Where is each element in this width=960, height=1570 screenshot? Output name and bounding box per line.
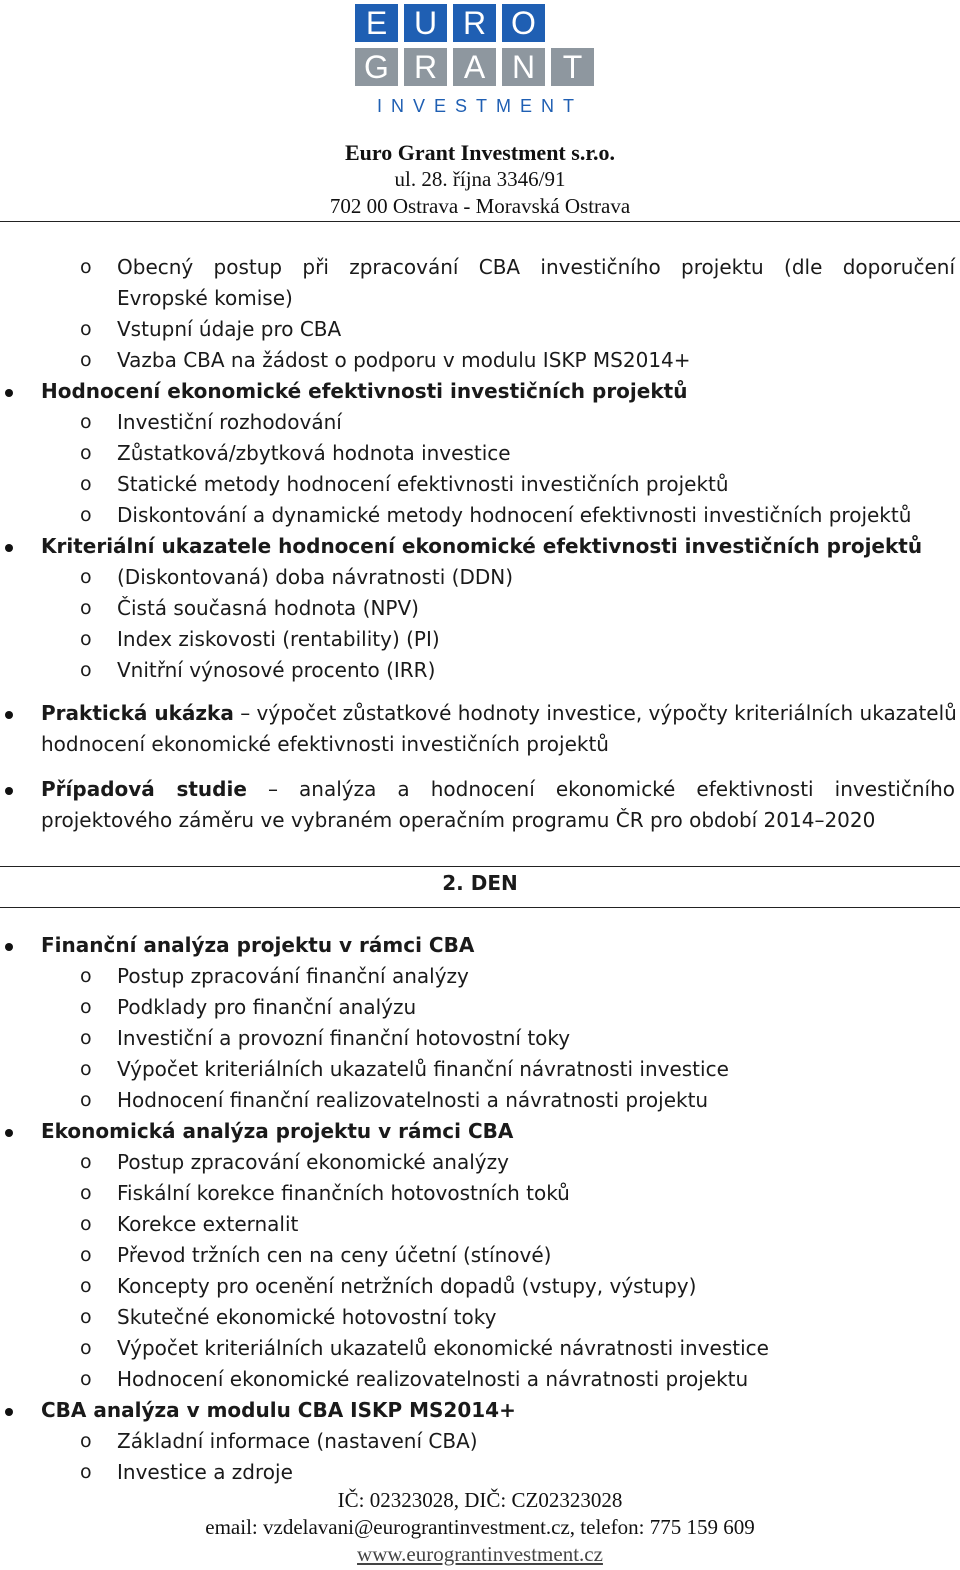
sub-bullet-marker: o: [80, 566, 92, 588]
practical-text: výpočet zůstatkové hodnoty investice, výpočty kriteriálních ukazatelů: [256, 701, 957, 725]
sub-bullet-marker: o: [80, 1306, 92, 1328]
logo-letter: R: [404, 48, 447, 86]
sub-bullet-marker: o: [80, 442, 92, 464]
list-item: Výpočet kriteriálních ukazatelů finanční návratnosti investice: [117, 1057, 729, 1081]
company-address-street: ul. 28. října 3346/91: [394, 167, 566, 191]
list-item: Diskontování a dynamické metody hodnocení efektivnosti investičních projektů: [117, 503, 912, 527]
list-item: Výpočet kriteriálních ukazatelů ekonomické návratnosti investice: [117, 1336, 769, 1360]
logo-letter: E: [355, 4, 398, 42]
logo-letter: N: [502, 48, 545, 86]
sub-bullet-marker: o: [80, 1213, 92, 1235]
list-item: Index ziskovosti (rentability) (PI): [117, 627, 440, 651]
logo-tagline: INVESTMENT: [376, 96, 583, 116]
practical-line-2: hodnocení ekonomické efektivnosti investičních projektů: [41, 732, 609, 756]
list-item: Hodnocení ekonomické realizovatelnosti a návratnosti projektu: [117, 1367, 749, 1391]
list-item: Obecný postup při zpracování CBA investičního projektu (dle doporučení: [117, 255, 955, 279]
logo-letter: U: [404, 4, 447, 42]
company-logo: [355, 4, 605, 116]
footer-company-ids: IČ: 02323028, DIČ: CZ02323028: [337, 1488, 623, 1512]
list-item: Převod tržních cen na ceny účetní (stínové): [117, 1243, 552, 1267]
section-title: Ekonomická analýza projektu v rámci CBA: [41, 1119, 514, 1143]
sub-bullet-marker: o: [80, 996, 92, 1018]
logo-letter: T: [551, 48, 594, 86]
sub-bullet-marker: o: [80, 1058, 92, 1080]
list-item: (Diskontovaná) doba návratnosti (DDN): [117, 565, 514, 589]
sub-bullet-marker: o: [80, 349, 92, 371]
sub-bullet-marker: o: [80, 628, 92, 650]
list-item: Čistá současná hodnota (NPV): [117, 596, 419, 620]
dash: –: [267, 777, 278, 801]
day-divider-bottom: [0, 907, 960, 908]
list-item: Investice a zdroje: [117, 1460, 293, 1484]
list-item: Základní informace (nastavení CBA): [117, 1429, 478, 1453]
bullet-icon: [5, 943, 13, 951]
practical-line: [41, 698, 957, 729]
logo-letter: O: [502, 4, 545, 42]
sub-bullet-marker: o: [80, 411, 92, 433]
case-study-label: Případová studie: [41, 777, 247, 801]
list-item: Postup zpracování ekonomické analýzy: [117, 1150, 509, 1174]
sub-bullet-marker: o: [80, 504, 92, 526]
sub-bullet-marker: o: [80, 965, 92, 987]
header-divider: [0, 221, 960, 222]
bullet-icon: [5, 1408, 13, 1416]
section-title: Hodnocení ekonomické efektivnosti investičních projektů: [41, 379, 688, 403]
sub-bullet-marker: o: [80, 1337, 92, 1359]
logo-letter: R: [453, 4, 496, 42]
list-item: Statické metody hodnocení efektivnosti investičních projektů: [117, 472, 729, 496]
list-item: Investiční rozhodování: [117, 410, 342, 434]
list-item: Vstupní údaje pro CBA: [117, 317, 342, 341]
sub-bullet-marker: o: [80, 1275, 92, 1297]
company-name: Euro Grant Investment s.r.o.: [344, 140, 616, 165]
sub-bullet-marker: o: [80, 1089, 92, 1111]
list-item: Hodnocení finanční realizovatelnosti a návratnosti projektu: [117, 1088, 709, 1112]
bullet-icon: [5, 787, 13, 795]
bullet-icon: [5, 1129, 13, 1137]
sub-bullet-marker: o: [80, 1244, 92, 1266]
list-item: Zůstatková/zbytková hodnota investice: [117, 441, 511, 465]
list-item: Koncepty pro ocenění netržních dopadů (vstupy, výstupy): [117, 1274, 697, 1298]
case-study-line: [41, 774, 955, 805]
sub-bullet-marker: o: [80, 473, 92, 495]
logo-row-grant: [355, 48, 605, 86]
section-title: Kriteriální ukazatele hodnocení ekonomické efektivnosti investičních projektů: [41, 534, 923, 558]
bullet-icon: [5, 711, 13, 719]
list-item: Investiční a provozní finanční hotovostní toky: [117, 1026, 571, 1050]
list-item: Postup zpracování finanční analýzy: [117, 964, 469, 988]
sub-bullet-marker: o: [80, 1182, 92, 1204]
list-item: Korekce externalit: [117, 1212, 299, 1236]
section-title: Finanční analýza projektu v rámci CBA: [41, 933, 475, 957]
logo-letter: A: [453, 48, 496, 86]
sub-bullet-marker: o: [80, 659, 92, 681]
day-heading: 2. DEN: [442, 871, 518, 895]
logo-row-euro: [355, 4, 605, 42]
sub-bullet-marker: o: [80, 1430, 92, 1452]
footer-contact: email: vzdelavani@eurograntinvestment.cz, telefon: 775 159 609: [205, 1515, 755, 1539]
sub-bullet-marker: o: [80, 597, 92, 619]
list-item: Skutečné ekonomické hotovostní toky: [117, 1305, 497, 1329]
sub-bullet-marker: o: [80, 1461, 92, 1483]
case-study-text: analýza a hodnocení ekonomické efektivnosti investičního: [299, 777, 956, 801]
footer-website-link[interactable]: www.eurograntinvestment.cz: [357, 1542, 603, 1566]
bullet-icon: [5, 544, 13, 552]
sub-bullet-marker: o: [80, 318, 92, 340]
dash: –: [240, 701, 251, 725]
list-item: Vnitřní výnosové procento (IRR): [117, 658, 436, 682]
day-divider-top: [0, 866, 960, 867]
company-address-city: 702 00 Ostrava - Moravská Ostrava: [329, 194, 631, 218]
case-study-line-2: projektového záměru ve vybraném operačním programu ČR pro období 2014–2020: [41, 808, 876, 832]
logo-letter: G: [355, 48, 398, 86]
list-item: Podklady pro finanční analýzu: [117, 995, 417, 1019]
section-title: CBA analýza v modulu CBA ISKP MS2014+: [41, 1398, 516, 1422]
sub-bullet-marker: o: [80, 1027, 92, 1049]
bullet-icon: [5, 389, 13, 397]
list-item: Fiskální korekce finančních hotovostních toků: [117, 1181, 570, 1205]
sub-bullet-marker: o: [80, 256, 92, 278]
sub-bullet-marker: o: [80, 1151, 92, 1173]
sub-bullet-marker: o: [80, 1368, 92, 1390]
practical-label: Praktická ukázka: [41, 701, 234, 725]
list-item: Evropské komise): [117, 286, 293, 310]
list-item: Vazba CBA na žádost o podporu v modulu ISKP MS2014+: [117, 348, 691, 372]
